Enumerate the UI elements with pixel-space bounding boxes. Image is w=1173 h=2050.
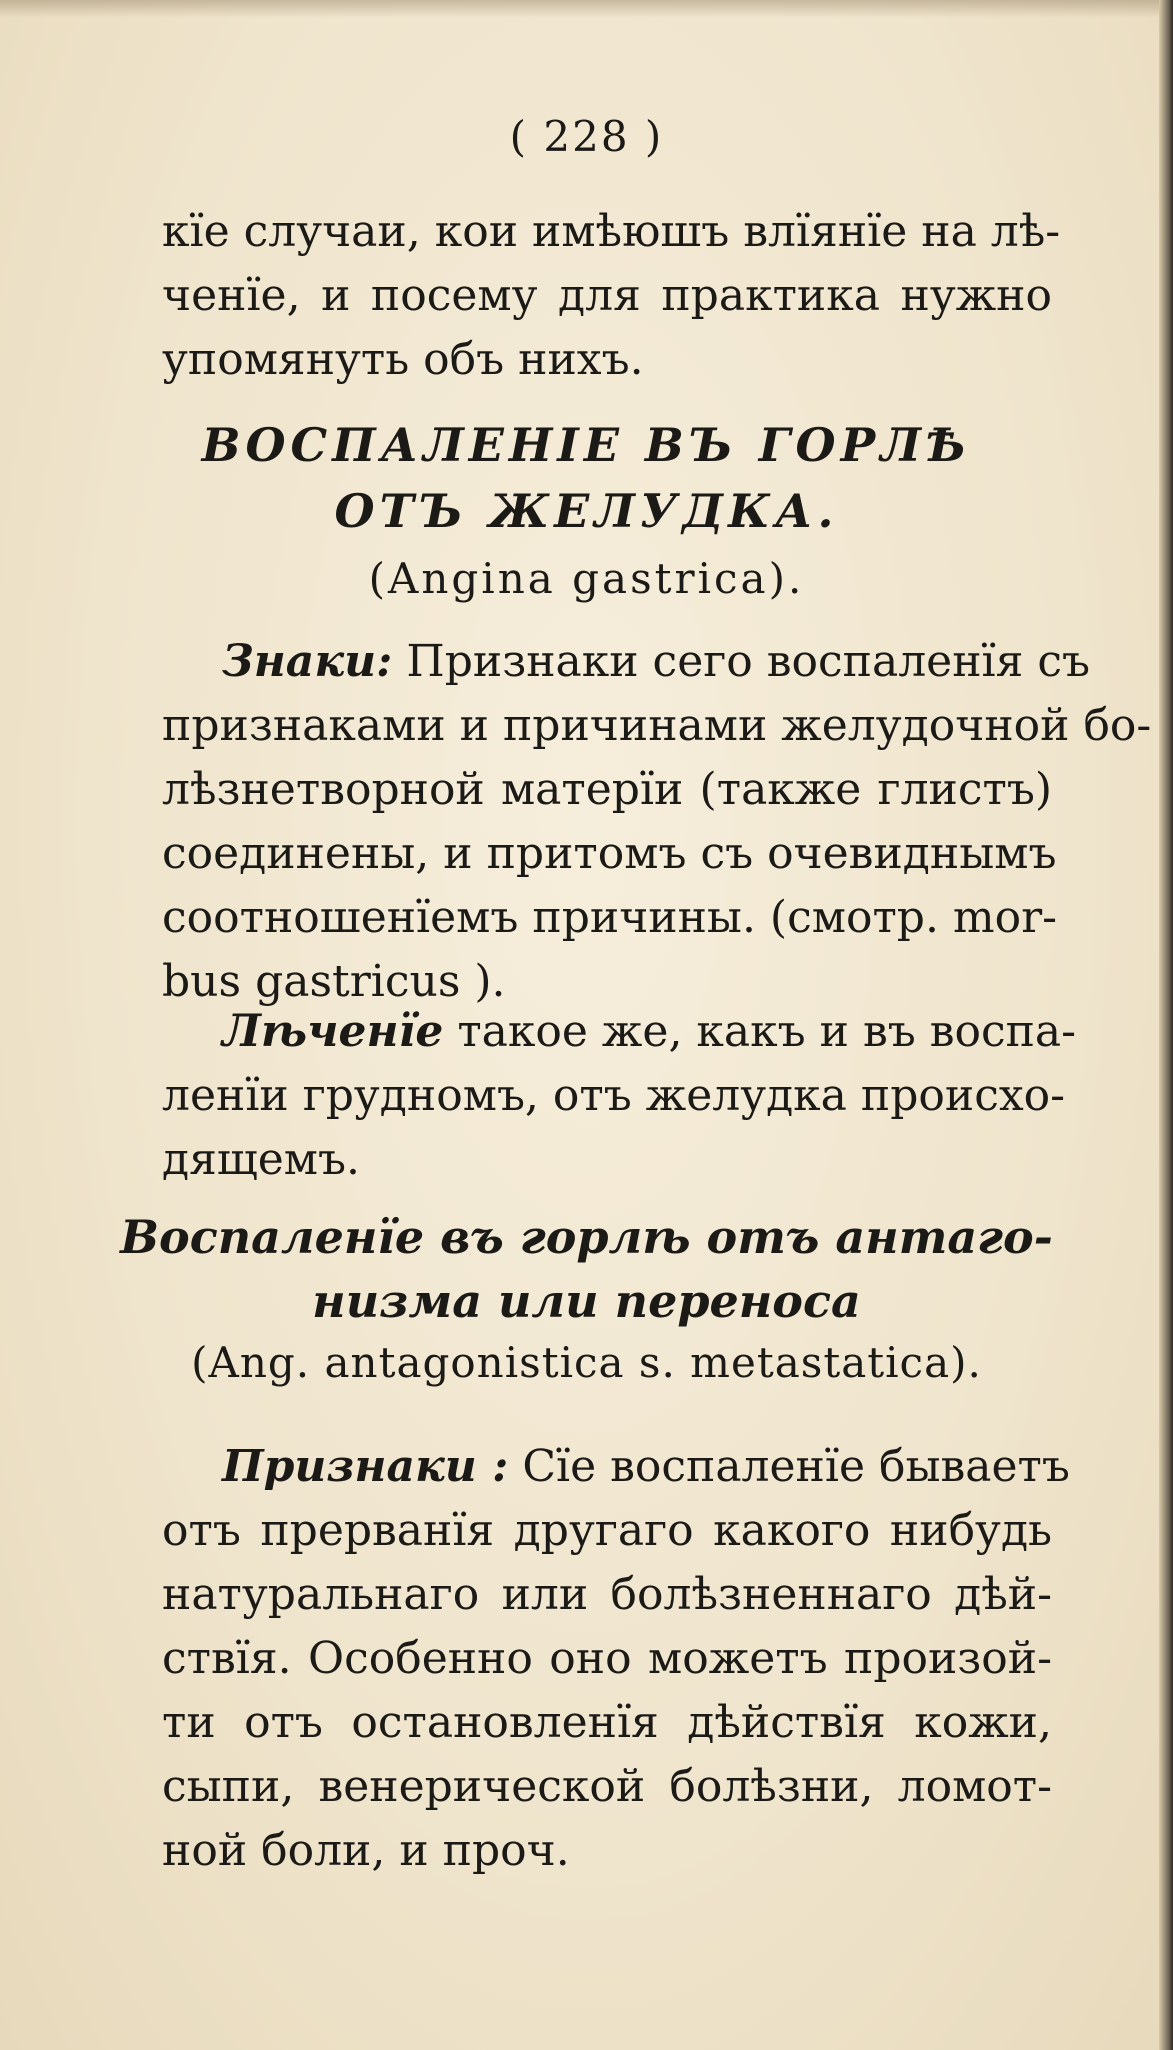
signs-lead: Знаки: [222,636,393,687]
intro-line: кїе случаи, кои имѣюшъ влїянїе на лѣ- [162,206,1061,257]
signs-line: ствїя. Особенно оно можетъ произой- [162,1633,1052,1684]
signs-first-line [162,1435,1070,1499]
signs-line: натуральнаго или болѣзненнаго дѣй- [162,1569,1052,1620]
section1-signs-paragraph [162,630,1152,1014]
intro-paragraph [162,200,1061,392]
intro-line: ченїе, и посему для практика нужно [162,270,1052,321]
section2-title-line2: низма или переноса [312,1274,861,1328]
treatment-line: дящемъ. [162,1134,360,1185]
page-binding-edge [1159,0,1173,2050]
signs-line: ти отъ остановленїя дѣйствїя кожи, [162,1697,1052,1748]
intro-line: упомянуть объ нихъ. [162,334,644,385]
signs-line: лѣзнетворной матерїи (также глистъ) [162,764,1052,815]
signs-line: bus gastricus ). [162,956,506,1007]
signs-line: сыпи, венерической болѣзни, ломот- [162,1761,1052,1812]
section2-title-line1: Воспаленїе въ горлѣ отъ антаго- [120,1210,1053,1264]
page-top-shadow [0,0,1160,18]
section2-signs-paragraph [162,1435,1070,1883]
signs-lead: Признаки : [222,1441,509,1492]
section2-latin-name: (Ang. antagonistica s. metastatica). [191,1338,982,1387]
signs-line: соотношенїемъ причины. (смотр. mor- [162,892,1058,943]
signs-line: соединены, и притомъ съ очевиднымъ [162,828,1057,879]
signs-first-line-text: Признаки сего воспаленїя съ [406,636,1091,687]
treatment-lead: Лѣченїе [222,1006,444,1057]
signs-line: ной боли, и проч. [162,1825,570,1876]
signs-first-line [162,630,1091,694]
section1-treatment-paragraph [162,1000,1077,1192]
section1-latin-name: (Angina gastrica). [368,554,805,603]
treatment-first-line [162,1000,1077,1064]
signs-line: признаками и причинами желудочной бо- [162,700,1152,751]
treatment-first-line-text: такое же, какъ и въ воспа- [457,1006,1077,1057]
signs-first-line-text: Сїе воспаленїе бываетъ [522,1441,1070,1492]
section1-title-line2: ОТЪ ЖЕЛУДКА. [334,484,839,538]
treatment-line: ленїи грудномъ, отъ желудка происхо- [162,1070,1066,1121]
page-number: ( 228 ) [509,112,664,161]
signs-line: отъ прерванїя другаго какого нибудь [162,1505,1052,1556]
section1-title-line1: ВОСПАЛЕНІЕ ВЪ ГОРЛѢ [201,418,972,472]
